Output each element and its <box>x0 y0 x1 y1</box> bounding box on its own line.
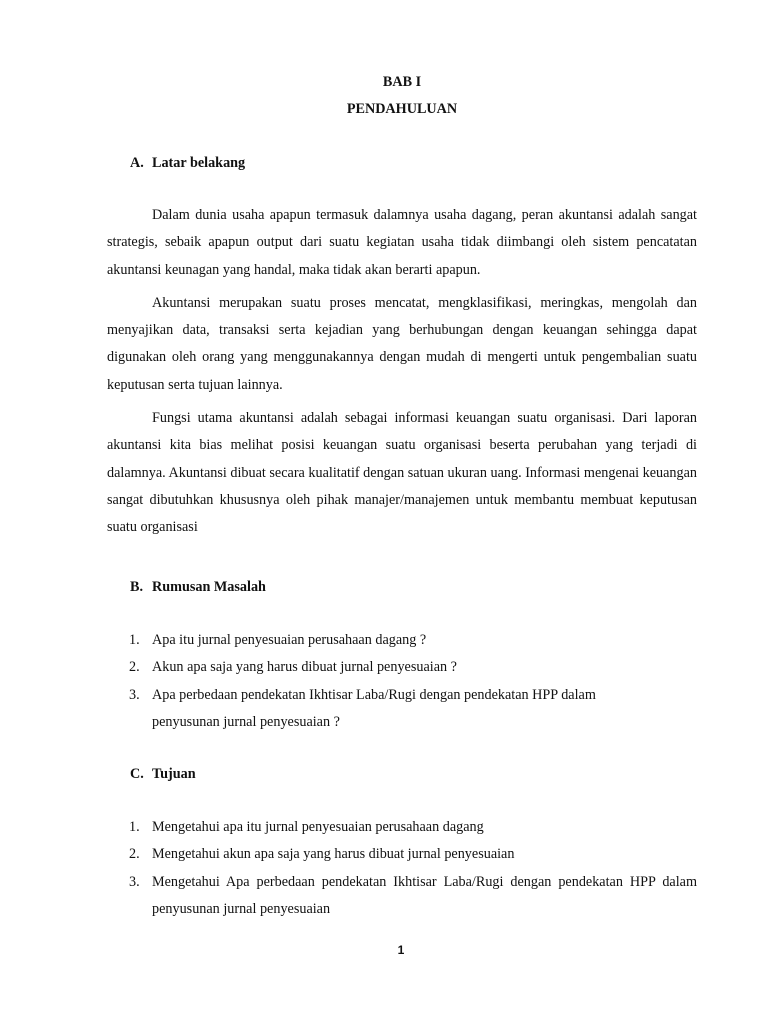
section-a-title: Latar belakang <box>152 155 246 171</box>
section-c-heading <box>130 766 196 783</box>
section-a-heading <box>130 155 245 172</box>
list-item-text: Mengetahui Apa perbedaan pendekatan Ikhtisar Laba/Rugi dengan pendekatan HPP dalam penyusunan jurnal penyesuaian <box>152 873 697 917</box>
list-item-text: Akun apa saja yang harus dibuat jurnal penyesuaian ? <box>152 659 457 676</box>
list-item-number: 1. <box>129 819 140 835</box>
list-item <box>107 814 697 841</box>
section-c-title: Tujuan <box>152 766 196 782</box>
section-c-letter: C. <box>130 766 144 782</box>
section-b-letter: B. <box>130 579 144 595</box>
list-item-number: 3. <box>129 686 140 703</box>
list-item <box>107 627 697 654</box>
list-item-text: Mengetahui akun apa saja yang harus dibuat jurnal penyesuaian <box>152 846 515 863</box>
problem-list <box>107 627 697 736</box>
list-item-number: 2. <box>129 659 140 676</box>
section-b-heading <box>130 579 266 596</box>
list-item <box>107 682 697 737</box>
paragraph: Dalam dunia usaha apapun termasuk dalamnya usaha dagang, peran akuntansi adalah sangat strategis, sebaik apapun output dari suatu kegiatan usaha tidak diimbangi oleh sistem pencatatan akuntansi keunagan yang handal, maka tidak akan berarti apapun. <box>107 207 697 278</box>
chapter-number: BAB I <box>382 74 422 90</box>
list-item-number: 1. <box>129 632 140 648</box>
section-a-body <box>107 202 697 542</box>
list-item-number: 3. <box>129 873 140 890</box>
section-a-letter: A. <box>130 155 144 171</box>
page-number: 1 <box>397 943 405 957</box>
list-item <box>107 869 697 924</box>
list-item <box>107 841 697 868</box>
paragraph: Fungsi utama akuntansi adalah sebagai informasi keuangan suatu organisasi. Dari laporan akuntansi kita bias melihat posisi keuangan suatu organisasi beserta perubahan yang terjadi di dalamnya. Akuntansi dibuat secara kualitatif dengan satuan ukuran uang. Informasi mengenai keuangan sangat dibutuhkan khususnya oleh pihak manajer/manajemen untuk membantu membuat keputusan suatu organisasi <box>107 410 697 536</box>
list-item-text: Apa perbedaan pendekatan Ikhtisar Laba/Rugi dengan pendekatan HPP dalam penyusunan jurnal penyesuaian ? <box>152 686 596 730</box>
section-b-title: Rumusan Masalah <box>152 579 266 595</box>
paragraph: Akuntansi merupakan suatu proses mencatat, mengklasifikasi, meringkas, mengolah dan menyajikan data, transaksi serta kejadian yang berhubungan dengan keuangan sehingga dapat digunakan oleh orang yang menggunakannya dengan mudah di mengerti untuk pengembalian suatu keputusan serta tujuan lainnya. <box>107 294 697 393</box>
list-item-text: Mengetahui apa itu jurnal penyesuaian perusahaan dagang <box>152 819 484 835</box>
list-item-number: 2. <box>129 846 140 863</box>
list-item-text: Apa itu jurnal penyesuaian perusahaan dagang ? <box>152 632 427 648</box>
list-item <box>107 654 697 681</box>
objective-list <box>107 814 697 923</box>
chapter-title: PENDAHULUAN <box>346 101 458 117</box>
